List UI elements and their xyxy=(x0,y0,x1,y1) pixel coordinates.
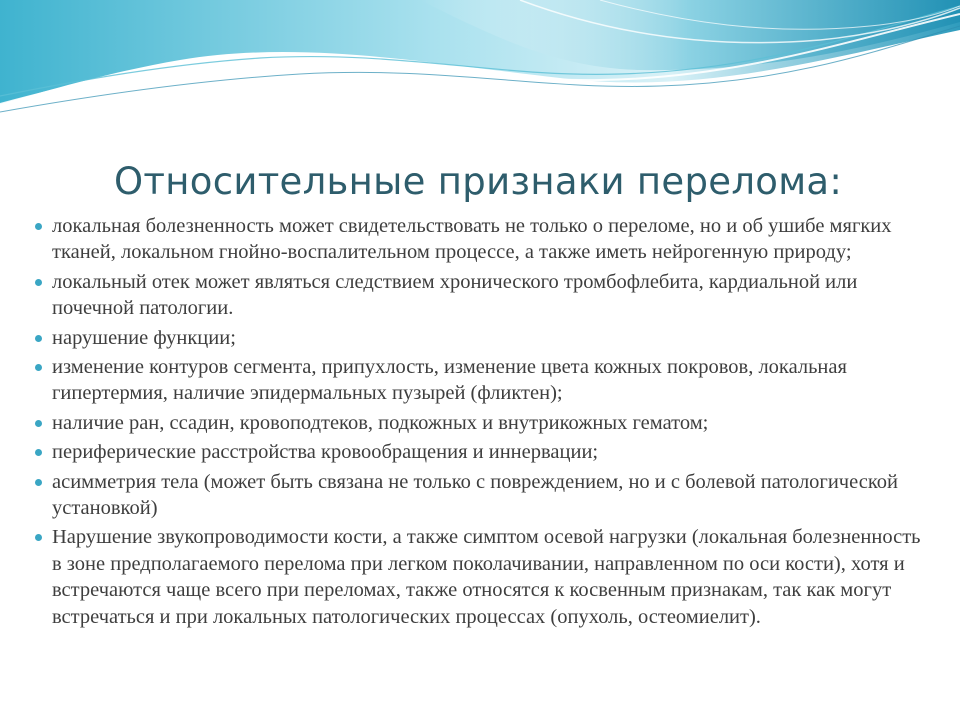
bullet-dot-icon xyxy=(35,364,42,371)
bullet-text: периферические расстройства кровообращения и иннервации; xyxy=(52,441,599,464)
bullet-item xyxy=(52,410,924,436)
bullet-list xyxy=(52,213,924,633)
bullet-text: нарушение функции; xyxy=(52,326,236,349)
bullet-text: наличие ран, ссадин, кровоподтеков, подкожных и внутрикожных гематом; xyxy=(52,411,709,434)
bullet-item xyxy=(52,524,924,630)
bullet-item xyxy=(52,269,924,322)
bullet-dot-icon xyxy=(35,279,42,286)
bullet-text: локальная болезненность может свидетельствовать не только о переломе, но и об ушибе мягких тканей, локальном гнойно-воспалительном процессе, а также иметь нейрогенную природу; xyxy=(52,215,892,264)
bullet-item xyxy=(52,325,924,351)
bullet-item xyxy=(52,439,924,465)
bullet-text: асимметрия тела (может быть связана не только с повреждением, но и с болевой патологической установкой) xyxy=(52,470,898,520)
bullet-item xyxy=(52,354,924,407)
slide-title: Относительные признаки перелома: xyxy=(114,160,843,203)
bullet-dot-icon xyxy=(35,420,42,427)
bullet-item xyxy=(52,213,924,266)
header-wave-decoration xyxy=(0,0,960,120)
bullet-text: изменение контуров сегмента, припухлость, изменение цвета кожных покровов, локальная гипертермия, наличие эпидермальных пузырей (фликтен); xyxy=(52,356,847,405)
bullet-dot-icon xyxy=(35,534,42,541)
bullet-dot-icon xyxy=(35,335,42,342)
bullet-dot-icon xyxy=(35,449,42,456)
bullet-dot-icon xyxy=(35,479,42,486)
bullet-item xyxy=(52,469,924,522)
bullet-dot-icon xyxy=(35,223,42,230)
bullet-text: локальный отек может являться следствием хронического тромбофлебита, кардиальной или почечной патологии. xyxy=(52,270,858,320)
bullet-text: Нарушение звукопроводимости кости, а также симптом осевой нагрузки (локальная болезненность в зоне предполагаемого перелома при легком поколачивании, направленном по оси кости), хотя и встречаются чаще всего при переломах, также относятся к косвенным признакам, так как могут встречаться и при локальных патологических процессах (опухоль, остеомиелит). xyxy=(52,526,921,628)
